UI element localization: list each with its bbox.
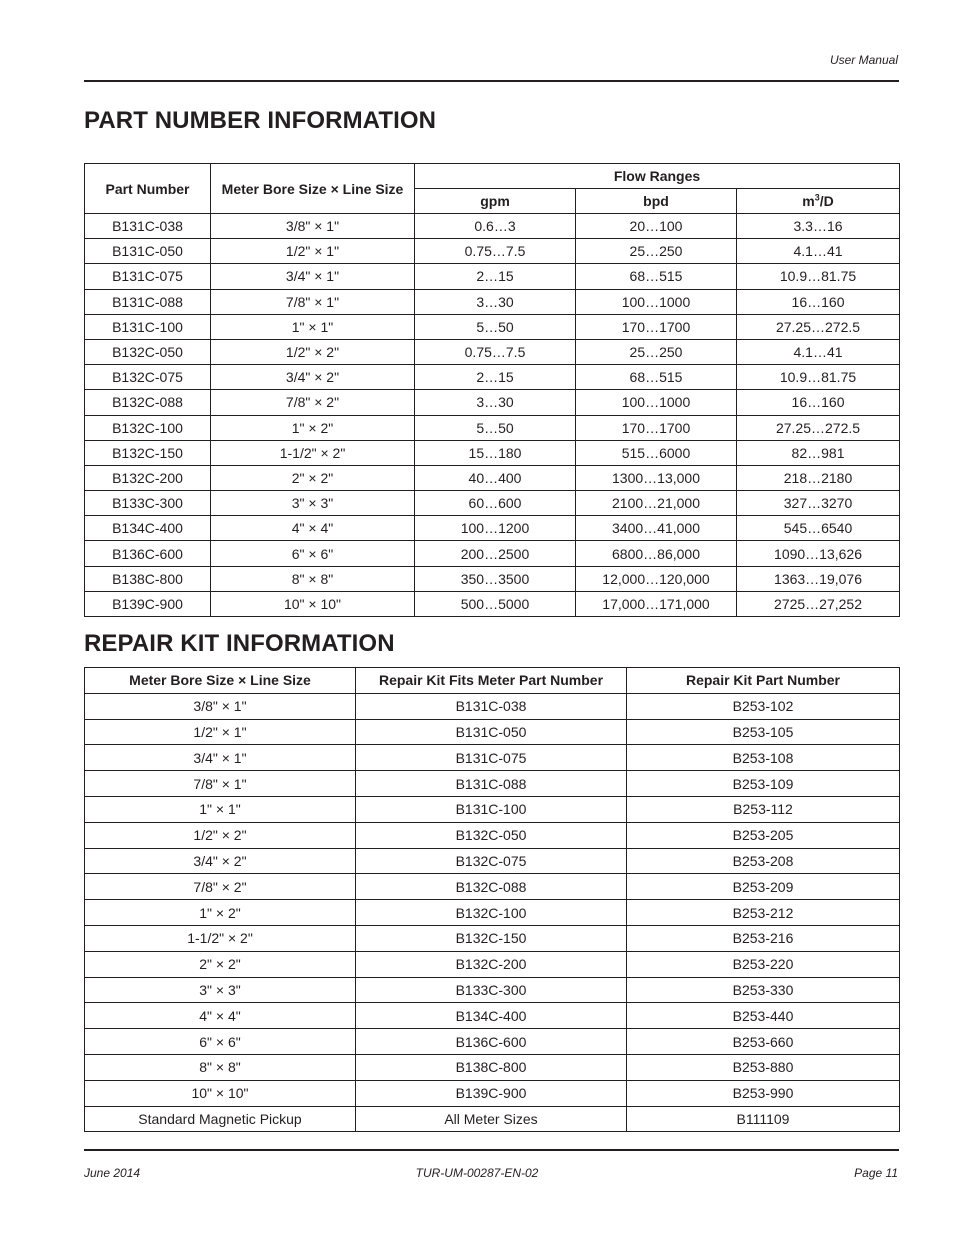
cell-kit-number: B253-208 <box>627 848 900 874</box>
cell-gpm: 0.75…7.5 <box>415 239 576 264</box>
footer-page-number: Page 11 <box>854 1166 898 1180</box>
cell-bore-line: 1-1/2" × 2" <box>85 925 356 951</box>
table-row <box>85 214 900 239</box>
cell-bore-line: 3/4" × 2" <box>85 848 356 874</box>
col-header-flow-ranges: Flow Ranges <box>415 164 900 189</box>
cell-bore-line: 1-1/2" × 2" <box>211 440 415 465</box>
cell-bore-line: 3/4" × 2" <box>211 365 415 390</box>
cell-bpd: 6800…86,000 <box>576 541 737 566</box>
table-row <box>85 1054 900 1080</box>
cell-fits-meter: B132C-100 <box>356 900 627 926</box>
cell-bore-line: 6" × 6" <box>85 1029 356 1055</box>
cell-bore-line: 7/8" × 2" <box>211 390 415 415</box>
cell-bore-line: 7/8" × 1" <box>85 771 356 797</box>
footer-date: June 2014 <box>84 1166 141 1180</box>
cell-part-number: B131C-050 <box>85 239 211 264</box>
cell-gpm: 200…2500 <box>415 541 576 566</box>
cell-bpd: 170…1700 <box>576 415 737 440</box>
repair-kit-table <box>84 667 900 1132</box>
cell-part-number: B131C-100 <box>85 314 211 339</box>
cell-kit-number: B253-102 <box>627 693 900 719</box>
header-label: User Manual <box>829 53 898 67</box>
cell-m3d: 4.1…41 <box>737 339 900 364</box>
table-row <box>85 925 900 951</box>
cell-bore-line: 3/4" × 1" <box>85 745 356 771</box>
cell-bore-line: 1/2" × 1" <box>211 239 415 264</box>
col-header-bore-line: Meter Bore Size × Line Size <box>85 668 356 694</box>
cell-fits-meter: B132C-075 <box>356 848 627 874</box>
cell-bore-line: Standard Magnetic Pickup <box>85 1106 356 1132</box>
cell-bpd: 170…1700 <box>576 314 737 339</box>
cell-gpm: 350…3500 <box>415 566 576 591</box>
cell-m3d: 545…6540 <box>737 516 900 541</box>
cell-fits-meter: B131C-038 <box>356 693 627 719</box>
col-header-kit-number: Repair Kit Part Number <box>627 668 900 694</box>
table-row <box>85 591 900 616</box>
cell-fits-meter: B132C-200 <box>356 951 627 977</box>
cell-bore-line: 7/8" × 1" <box>211 289 415 314</box>
col-header-fits-meter: Repair Kit Fits Meter Part Number <box>356 668 627 694</box>
table-row <box>85 796 900 822</box>
cell-fits-meter: B132C-150 <box>356 925 627 951</box>
table-row <box>85 1029 900 1055</box>
table-row <box>85 339 900 364</box>
table-row <box>85 239 900 264</box>
cell-bore-line: 1" × 2" <box>211 415 415 440</box>
cell-fits-meter: B136C-600 <box>356 1029 627 1055</box>
cell-bpd: 2100…21,000 <box>576 491 737 516</box>
cell-bpd: 68…515 <box>576 264 737 289</box>
col-header-bore-line: Meter Bore Size × Line Size <box>211 164 415 214</box>
cell-part-number: B131C-088 <box>85 289 211 314</box>
cell-bpd: 515…6000 <box>576 440 737 465</box>
cell-part-number: B134C-400 <box>85 516 211 541</box>
cell-gpm: 0.6…3 <box>415 214 576 239</box>
cell-m3d: 27.25…272.5 <box>737 314 900 339</box>
cell-gpm: 0.75…7.5 <box>415 339 576 364</box>
cell-part-number: B132C-050 <box>85 339 211 364</box>
cell-bore-line: 3/8" × 1" <box>85 693 356 719</box>
cell-bore-line: 8" × 8" <box>85 1054 356 1080</box>
cell-bore-line: 1" × 2" <box>85 900 356 926</box>
cell-bore-line: 4" × 4" <box>85 1003 356 1029</box>
cell-bore-line: 1" × 1" <box>85 796 356 822</box>
table-row <box>85 541 900 566</box>
cell-kit-number: B111109 <box>627 1106 900 1132</box>
cell-m3d: 4.1…41 <box>737 239 900 264</box>
cell-fits-meter: B133C-300 <box>356 977 627 1003</box>
cell-m3d: 1090…13,626 <box>737 541 900 566</box>
cell-bore-line: 2" × 2" <box>85 951 356 977</box>
cell-bore-line: 2" × 2" <box>211 465 415 490</box>
cell-kit-number: B253-109 <box>627 771 900 797</box>
cell-bore-line: 3/8" × 1" <box>211 214 415 239</box>
cell-kit-number: B253-108 <box>627 745 900 771</box>
table-row <box>85 289 900 314</box>
cell-kit-number: B253-105 <box>627 719 900 745</box>
cell-fits-meter: B132C-088 <box>356 874 627 900</box>
table-row <box>85 415 900 440</box>
cell-gpm: 3…30 <box>415 289 576 314</box>
cell-gpm: 5…50 <box>415 415 576 440</box>
cell-fits-meter: B132C-050 <box>356 822 627 848</box>
cell-bpd: 25…250 <box>576 239 737 264</box>
cell-kit-number: B253-205 <box>627 822 900 848</box>
footer-doc-number: TUR-UM-00287-EN-02 <box>415 1166 539 1180</box>
cell-bpd: 1300…13,000 <box>576 465 737 490</box>
table-row <box>85 693 900 719</box>
cell-gpm: 60…600 <box>415 491 576 516</box>
cell-gpm: 5…50 <box>415 314 576 339</box>
cell-bore-line: 3" × 3" <box>211 491 415 516</box>
cell-kit-number: B253-220 <box>627 951 900 977</box>
cell-bore-line: 1/2" × 2" <box>211 339 415 364</box>
cell-part-number: B132C-075 <box>85 365 211 390</box>
cell-gpm: 100…1200 <box>415 516 576 541</box>
cell-kit-number: B253-440 <box>627 1003 900 1029</box>
table-row <box>85 314 900 339</box>
cell-bore-line: 1/2" × 1" <box>85 719 356 745</box>
cell-m3d: 16…160 <box>737 390 900 415</box>
table-row <box>85 951 900 977</box>
cell-bore-line: 6" × 6" <box>211 541 415 566</box>
cell-bore-line: 3" × 3" <box>85 977 356 1003</box>
table-row <box>85 516 900 541</box>
cell-gpm: 2…15 <box>415 365 576 390</box>
cell-part-number: B131C-075 <box>85 264 211 289</box>
cell-m3d: 1363…19,076 <box>737 566 900 591</box>
cell-kit-number: B253-880 <box>627 1054 900 1080</box>
cell-m3d: 218…2180 <box>737 465 900 490</box>
cell-fits-meter: B131C-075 <box>356 745 627 771</box>
cell-bpd: 12,000…120,000 <box>576 566 737 591</box>
cell-m3d: 16…160 <box>737 289 900 314</box>
cell-fits-meter: B131C-088 <box>356 771 627 797</box>
cell-bpd: 100…1000 <box>576 390 737 415</box>
cell-bore-line: 7/8" × 2" <box>85 874 356 900</box>
cell-gpm: 2…15 <box>415 264 576 289</box>
table-row <box>85 1003 900 1029</box>
table-row <box>85 390 900 415</box>
cell-fits-meter: B138C-800 <box>356 1054 627 1080</box>
table-row <box>85 822 900 848</box>
cell-m3d: 2725…27,252 <box>737 591 900 616</box>
cell-bore-line: 3/4" × 1" <box>211 264 415 289</box>
cell-bpd: 68…515 <box>576 365 737 390</box>
cell-part-number: B132C-150 <box>85 440 211 465</box>
table-row <box>85 1080 900 1106</box>
cell-gpm: 500…5000 <box>415 591 576 616</box>
col-header-m3d <box>737 189 900 214</box>
cell-m3d: 10.9…81.75 <box>737 365 900 390</box>
table-row <box>85 440 900 465</box>
cell-part-number: B132C-088 <box>85 390 211 415</box>
part-number-table <box>84 163 900 617</box>
cell-part-number: B132C-100 <box>85 415 211 440</box>
cell-kit-number: B253-990 <box>627 1080 900 1106</box>
cell-fits-meter: B131C-050 <box>356 719 627 745</box>
cell-bore-line: 1" × 1" <box>211 314 415 339</box>
cell-kit-number: B253-660 <box>627 1029 900 1055</box>
cell-part-number: B131C-038 <box>85 214 211 239</box>
cell-m3d: 3.3…16 <box>737 214 900 239</box>
cell-fits-meter: B131C-100 <box>356 796 627 822</box>
cell-m3d: 27.25…272.5 <box>737 415 900 440</box>
cell-bpd: 25…250 <box>576 339 737 364</box>
cell-bore-line: 4" × 4" <box>211 516 415 541</box>
table-row <box>85 365 900 390</box>
col-header-gpm: gpm <box>415 189 576 214</box>
cell-part-number: B139C-900 <box>85 591 211 616</box>
table-row <box>85 745 900 771</box>
cell-gpm: 3…30 <box>415 390 576 415</box>
header-rule <box>84 80 899 82</box>
cell-bore-line: 8" × 8" <box>211 566 415 591</box>
cell-fits-meter: All Meter Sizes <box>356 1106 627 1132</box>
cell-kit-number: B253-330 <box>627 977 900 1003</box>
table-row <box>85 977 900 1003</box>
cell-fits-meter: B134C-400 <box>356 1003 627 1029</box>
cell-m3d: 10.9…81.75 <box>737 264 900 289</box>
table-row <box>85 848 900 874</box>
cell-bore-line: 1/2" × 2" <box>85 822 356 848</box>
col-header-part-number: Part Number <box>85 164 211 214</box>
cell-fits-meter: B139C-900 <box>356 1080 627 1106</box>
repair-kit-table-body <box>85 693 900 1132</box>
cell-bpd: 3400…41,000 <box>576 516 737 541</box>
col-header-bpd: bpd <box>576 189 737 214</box>
cell-bpd: 17,000…171,000 <box>576 591 737 616</box>
cell-kit-number: B253-112 <box>627 796 900 822</box>
part-number-table-body <box>85 214 900 617</box>
footer-rule <box>84 1149 899 1151</box>
table-row <box>85 719 900 745</box>
cell-kit-number: B253-216 <box>627 925 900 951</box>
cell-m3d: 82…981 <box>737 440 900 465</box>
m3d-tail: /D <box>819 193 834 209</box>
cell-part-number: B133C-300 <box>85 491 211 516</box>
table-row <box>85 900 900 926</box>
cell-bpd: 100…1000 <box>576 289 737 314</box>
table-row <box>85 566 900 591</box>
cell-kit-number: B253-212 <box>627 900 900 926</box>
m3d-superscript: 3 <box>814 192 820 203</box>
cell-gpm: 40…400 <box>415 465 576 490</box>
table-row <box>85 771 900 797</box>
table-row <box>85 491 900 516</box>
table-row <box>85 1106 900 1132</box>
cell-m3d: 327…3270 <box>737 491 900 516</box>
cell-part-number: B138C-800 <box>85 566 211 591</box>
cell-part-number: B136C-600 <box>85 541 211 566</box>
table-row <box>85 874 900 900</box>
cell-gpm: 15…180 <box>415 440 576 465</box>
part-number-title: PART NUMBER INFORMATION <box>84 107 437 134</box>
cell-part-number: B132C-200 <box>85 465 211 490</box>
table-row <box>85 264 900 289</box>
m3d-base: m <box>802 193 815 209</box>
table-row <box>85 465 900 490</box>
cell-bore-line: 10" × 10" <box>85 1080 356 1106</box>
cell-bpd: 20…100 <box>576 214 737 239</box>
repair-kit-title: REPAIR KIT INFORMATION <box>84 630 395 657</box>
cell-kit-number: B253-209 <box>627 874 900 900</box>
cell-bore-line: 10" × 10" <box>211 591 415 616</box>
